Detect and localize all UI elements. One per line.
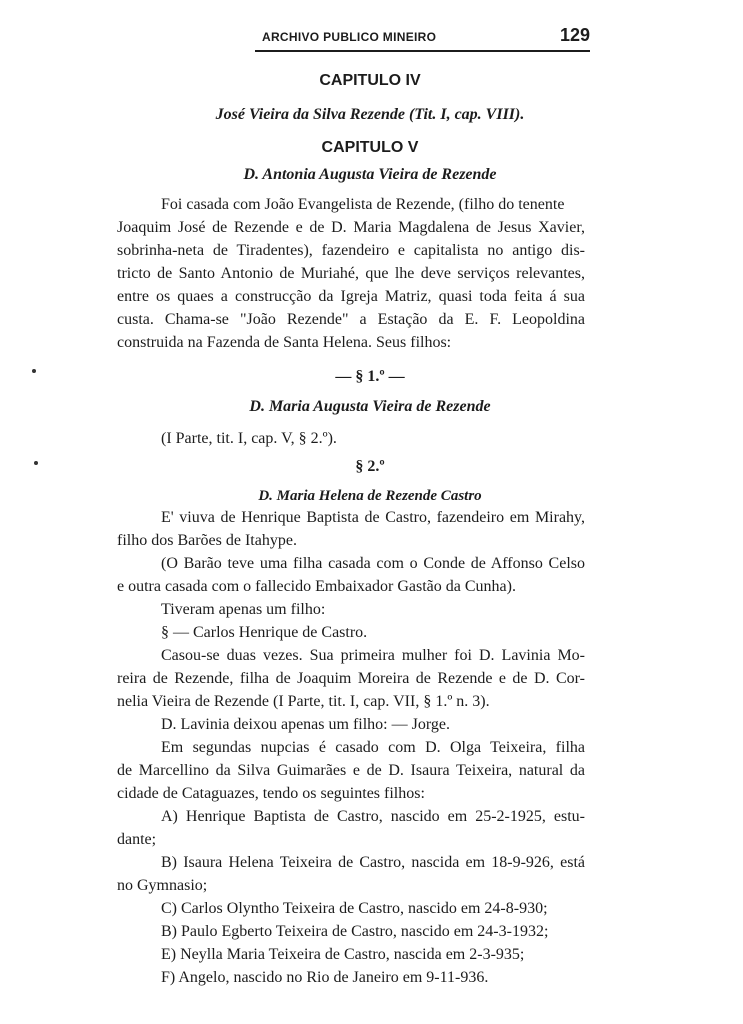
section-1-heading: — § 1.º — [335, 368, 405, 385]
text-line: filho dos Barões de Itahype. [117, 532, 297, 549]
text-line: de Marcellino da Silva Guimarães e de D. Isaura Teixeira, natural da [117, 762, 585, 779]
paragraph-line: Joaquim José de Rezende e de D. Maria Magdalena de Jesus Xavier, [117, 219, 585, 236]
section-2-name: D. Maria Helena de Rezende Castro [258, 488, 482, 504]
paragraph-line: Foi casada com João Evangelista de Rezende, (filho do tenente [161, 196, 565, 213]
section-1-reference: (I Parte, tit. I, cap. V, § 2.º). [161, 430, 337, 447]
list-item: A) Henrique Baptista de Castro, nascido em 25-2-1925, estu- [161, 808, 585, 825]
list-item: F) Angelo, nascido no Rio de Janeiro em 9-11-936. [161, 969, 489, 986]
paragraph-line: tricto de Santo Antonio de Muriahé, que lhe deve serviços relevantes, [117, 265, 585, 282]
list-item: B) Paulo Egberto Teixeira de Castro, nascido em 24-3-1932; [161, 923, 549, 940]
text-line: reira de Rezende, filha de Joaquim Moreira de Rezende e de D. Cor- [117, 670, 585, 687]
list-item-continuation: dante; [117, 831, 157, 848]
paragraph-line: custa. Chama-se "João Rezende" a Estação da E. F. Leopoldina [117, 311, 585, 328]
paragraph-line: sobrinha-neta de Tiradentes), fazendeiro e capitalista no antigo dis- [117, 242, 585, 259]
paragraph-line: entre os quaes a construcção da Igreja Matriz, quasi toda feita á sua [117, 288, 585, 305]
list-item: E) Neylla Maria Teixeira de Castro, nascida em 2-3-935; [161, 946, 525, 963]
text-line: E' viuva de Henrique Baptista de Castro, fazendeiro em Mirahy, [161, 509, 585, 526]
page-number: 129 [560, 25, 591, 45]
list-item: C) Carlos Olyntho Teixeira de Castro, nascido em 24-8-930; [161, 900, 548, 917]
running-header: ARCHIVO PUBLICO MINEIRO [262, 30, 437, 44]
margin-speck [32, 369, 36, 373]
header-rule [255, 50, 590, 52]
text-line: Em segundas nupcias é casado com D. Olga Teixeira, filha [161, 739, 585, 756]
section-2-heading: § 2.º [355, 458, 385, 475]
margin-speck [34, 461, 38, 465]
paragraph-line: construida na Fazenda de Santa Helena. Seus filhos: [117, 334, 452, 351]
list-item: B) Isaura Helena Teixeira de Castro, nascida em 18-9-926, está [161, 854, 585, 871]
chapter-iv-heading: CAPITULO IV [319, 72, 421, 89]
chapter-v-subtitle: D. Antonia Augusta Vieira de Rezende [243, 166, 497, 183]
text-line: (O Barão teve uma filha casada com o Conde de Affonso Celso [161, 555, 585, 572]
chapter-iv-subtitle: José Vieira da Silva Rezende (Tit. I, cap. VIII). [215, 106, 525, 123]
section-1-name: D. Maria Augusta Vieira de Rezende [249, 398, 491, 415]
text-line: cidade de Cataguazes, tendo os seguintes filhos: [117, 785, 425, 802]
text-line: Casou-se duas vezes. Sua primeira mulher foi D. Lavinia Mo- [161, 647, 585, 664]
text-line: e outra casada com o fallecido Embaixador Gastão da Cunha). [117, 578, 516, 595]
text-line: Tiveram apenas um filho: [161, 601, 326, 618]
text-line: nelia Vieira de Rezende (I Parte, tit. I, cap. VII, § 1.º n. 3). [117, 693, 490, 710]
text-line: § — Carlos Henrique de Castro. [161, 624, 368, 641]
list-item-continuation: no Gymnasio; [117, 877, 208, 894]
chapter-v-heading: CAPITULO V [321, 139, 419, 156]
text-line: D. Lavinia deixou apenas um filho: — Jorge. [161, 716, 450, 733]
